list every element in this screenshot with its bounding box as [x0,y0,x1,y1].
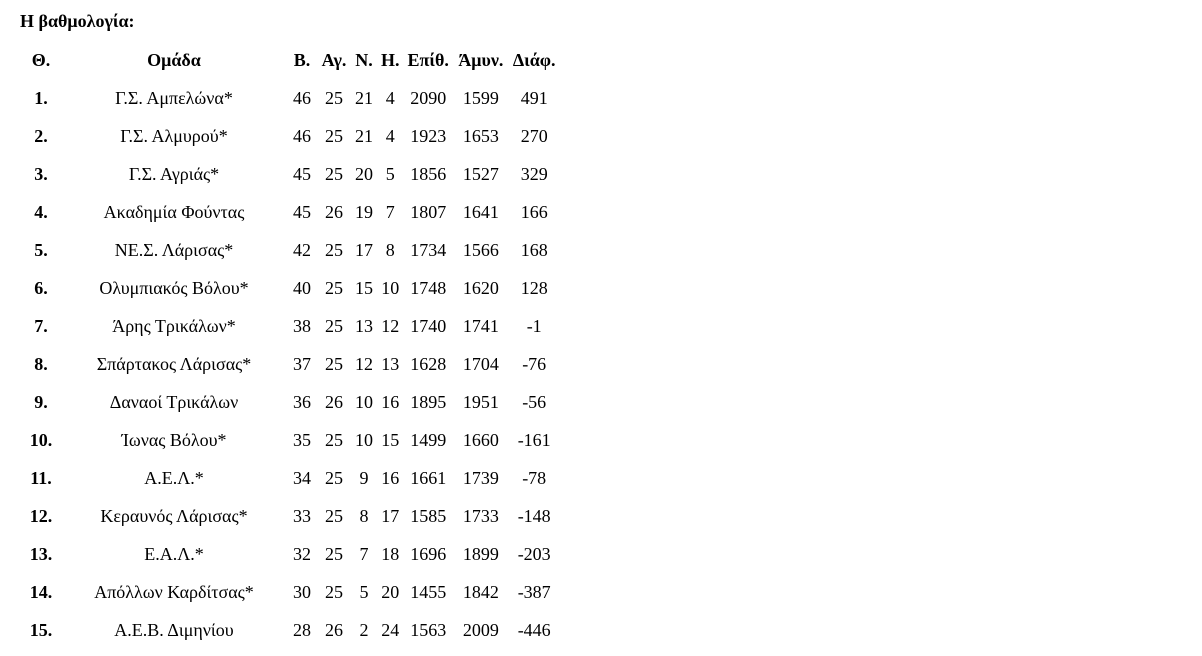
points-for-cell: 1661 [410,468,447,488]
played-cell: 25 [325,354,343,374]
points-against-cell: 1566 [462,240,499,260]
header-row [21,41,560,79]
losses-cell: 4 [385,126,395,146]
points-cell: 33 [293,506,311,526]
points-against-cell: 1653 [462,126,499,146]
header-team: Ομάδα [147,50,201,70]
position-cell: 4. [34,202,48,222]
points-for-cell: 1740 [410,316,447,336]
losses-cell: 4 [385,88,395,108]
points-for-cell: 1696 [410,544,447,564]
position-cell: 15. [29,620,53,640]
losses-cell: 18 [381,544,400,564]
position-cell: 7. [34,316,48,336]
difference-cell: 168 [520,240,548,260]
points-for-cell: 1585 [410,506,447,526]
team-cell: Ολυμπιακός Βόλου* [99,278,249,298]
difference-cell: -203 [517,544,551,564]
table-row [21,231,560,269]
table-row [21,535,560,573]
played-cell: 25 [325,126,343,146]
header-played: Αγ. [321,50,347,70]
wins-cell: 5 [359,582,369,602]
difference-cell: -78 [522,468,547,488]
wins-cell: 10 [355,430,373,450]
points-against-cell: 1741 [462,316,499,336]
position-cell: 9. [34,392,48,412]
position-cell: 14. [29,582,53,602]
team-cell: Απόλλων Καρδίτσας* [94,582,254,602]
team-cell: Σπάρτακος Λάρισας* [96,354,252,374]
points-for-cell: 1856 [410,164,447,184]
points-against-cell: 1527 [462,164,499,184]
losses-cell: 10 [381,278,400,298]
table-row [21,193,560,231]
points-cell: 32 [293,544,311,564]
difference-cell: -56 [522,392,547,412]
standings-table [21,41,560,649]
table-row [21,307,560,345]
played-cell: 25 [325,506,343,526]
points-for-cell: 1628 [410,354,447,374]
points-against-cell: 1641 [462,202,499,222]
table-row [21,573,560,611]
points-cell: 34 [293,468,311,488]
team-cell: Ε.Α.Λ.* [144,544,204,564]
points-against-cell: 1660 [462,430,499,450]
played-cell: 25 [325,164,343,184]
team-cell: ΝΕ.Σ. Λάρισας* [114,240,234,260]
wins-cell: 20 [355,164,373,184]
points-against-cell: 1739 [462,468,499,488]
position-cell: 10. [29,430,53,450]
team-cell: Α.Ε.Β. Διμηνίου [114,620,234,640]
header-points-for: Επίθ. [407,50,449,70]
played-cell: 25 [325,316,343,336]
wins-cell: 2 [359,620,369,640]
losses-cell: 8 [385,240,395,260]
played-cell: 26 [325,202,343,222]
header-difference: Διάφ. [512,50,556,70]
points-against-cell: 1842 [462,582,499,602]
wins-cell: 21 [355,88,373,108]
team-cell: Κεραυνός Λάρισας* [100,506,248,526]
header-wins: Ν. [355,50,373,70]
played-cell: 25 [325,430,343,450]
position-cell: 6. [34,278,48,298]
difference-cell: -161 [517,430,551,450]
table-row [21,155,560,193]
losses-cell: 16 [381,392,400,412]
table-body [21,79,560,649]
points-cell: 46 [293,88,311,108]
losses-cell: 17 [381,506,400,526]
difference-cell: 270 [520,126,548,146]
points-for-cell: 1455 [410,582,447,602]
difference-cell: -76 [522,354,547,374]
position-cell: 5. [34,240,48,260]
losses-cell: 20 [381,582,400,602]
table-row [21,383,560,421]
difference-cell: -446 [517,620,551,640]
played-cell: 25 [325,468,343,488]
points-for-cell: 2090 [410,88,447,108]
table-header [21,41,560,79]
played-cell: 26 [325,620,343,640]
points-cell: 37 [293,354,311,374]
points-cell: 45 [293,202,311,222]
team-cell: Α.Ε.Λ.* [144,468,204,488]
wins-cell: 10 [355,392,373,412]
page-title: Η βαθμολογία: [20,11,135,31]
points-against-cell: 1733 [462,506,499,526]
header-points: Β. [293,50,311,70]
played-cell: 26 [325,392,343,412]
wins-cell: 19 [355,202,373,222]
losses-cell: 13 [381,354,400,374]
wins-cell: 17 [355,240,373,260]
points-against-cell: 1599 [462,88,499,108]
position-cell: 12. [29,506,53,526]
team-cell: Άρης Τρικάλων* [112,316,236,336]
table-row [21,611,560,649]
points-cell: 46 [293,126,311,146]
losses-cell: 12 [381,316,400,336]
table-row [21,459,560,497]
difference-cell: -1 [526,316,542,336]
points-for-cell: 1734 [410,240,447,260]
points-cell: 40 [293,278,311,298]
points-for-cell: 1748 [410,278,447,298]
played-cell: 25 [325,240,343,260]
position-cell: 1. [34,88,48,108]
team-cell: Γ.Σ. Αλμυρού* [120,126,228,146]
points-cell: 42 [293,240,311,260]
losses-cell: 7 [385,202,395,222]
points-cell: 36 [293,392,311,412]
position-cell: 13. [29,544,53,564]
points-against-cell: 1620 [462,278,499,298]
table-row [21,269,560,307]
wins-cell: 21 [355,126,373,146]
table-row [21,345,560,383]
position-cell: 11. [30,468,52,488]
points-against-cell: 1951 [462,392,499,412]
points-cell: 35 [293,430,311,450]
wins-cell: 7 [359,544,369,564]
points-against-cell: 1899 [462,544,499,564]
wins-cell: 15 [355,278,373,298]
points-for-cell: 1499 [410,430,447,450]
wins-cell: 12 [355,354,373,374]
table-row [21,421,560,459]
wins-cell: 8 [359,506,369,526]
header-position: Θ. [31,50,51,70]
table-row [21,497,560,535]
played-cell: 25 [325,278,343,298]
points-for-cell: 1923 [410,126,447,146]
losses-cell: 24 [381,620,400,640]
wins-cell: 9 [359,468,369,488]
header-points-against: Άμυν. [458,50,504,70]
losses-cell: 16 [381,468,400,488]
header-losses: Η. [381,50,400,70]
team-cell: Γ.Σ. Αμπελώνα* [115,88,233,108]
position-cell: 2. [34,126,48,146]
position-cell: 3. [34,164,48,184]
table-row [21,79,560,117]
position-cell: 8. [34,354,48,374]
points-cell: 30 [293,582,311,602]
difference-cell: 166 [520,202,548,222]
played-cell: 25 [325,582,343,602]
points-for-cell: 1807 [410,202,447,222]
difference-cell: 329 [520,164,548,184]
played-cell: 25 [325,88,343,108]
team-cell: Ακαδημία Φούντας [103,202,245,222]
difference-cell: 491 [520,88,548,108]
difference-cell: 128 [520,278,548,298]
losses-cell: 15 [381,430,400,450]
points-against-cell: 1704 [462,354,499,374]
team-cell: Γ.Σ. Αγριάς* [128,164,220,184]
played-cell: 25 [325,544,343,564]
points-for-cell: 1895 [410,392,447,412]
wins-cell: 13 [355,316,373,336]
team-cell: Δαναοί Τρικάλων [109,392,239,412]
points-against-cell: 2009 [462,620,499,640]
points-cell: 38 [293,316,311,336]
difference-cell: -387 [517,582,551,602]
team-cell: Ίωνας Βόλου* [121,430,227,450]
losses-cell: 5 [385,164,395,184]
table-row [21,117,560,155]
points-cell: 28 [293,620,311,640]
points-cell: 45 [293,164,311,184]
points-for-cell: 1563 [410,620,447,640]
difference-cell: -148 [517,506,551,526]
